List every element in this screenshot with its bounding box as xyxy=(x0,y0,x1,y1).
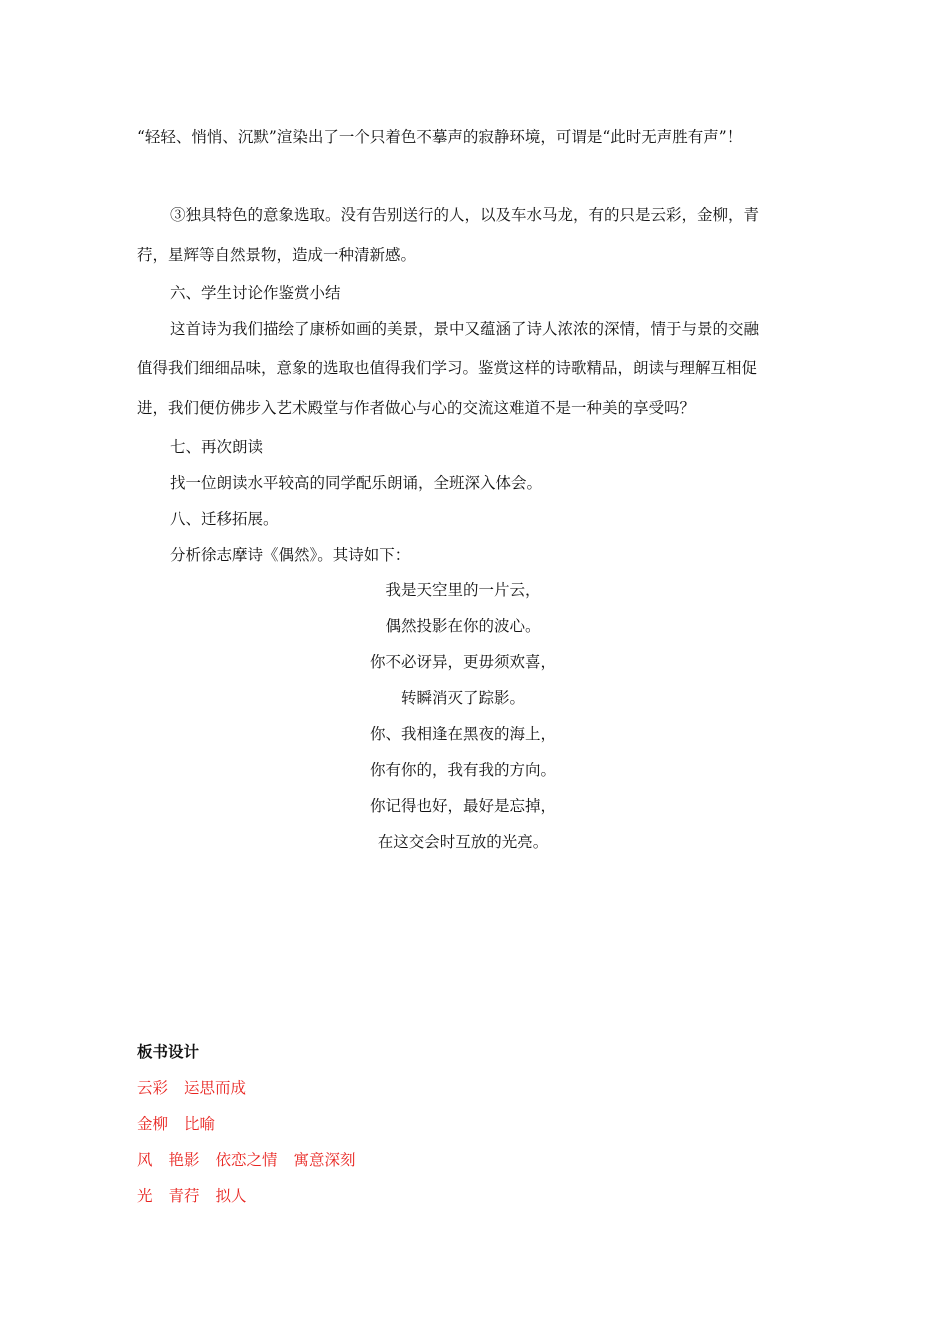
board-cell: 艳影 xyxy=(168,1151,200,1169)
board-cell: 光 xyxy=(137,1187,153,1205)
board-row xyxy=(137,1114,215,1134)
poem-line: 你记得也好，最好是忘掉， xyxy=(369,797,556,815)
board-cell: 比喻 xyxy=(184,1115,216,1133)
board-cell: 拟人 xyxy=(215,1187,247,1205)
section-heading-6: 六、学生讨论作鉴赏小结 xyxy=(170,284,341,302)
paragraph-imagery-line-1: ③独具特色的意象选取。没有告别送行的人，以及车水马龙，有的只是云彩，金柳，青 xyxy=(170,206,760,224)
paragraph-summary-line-1: 这首诗为我们描绘了康桥如画的美景，景中又蕴涵了诗人浓浓的深情，情于与景的交融 xyxy=(170,320,760,338)
poem-line: 你有你的，我有我的方向。 xyxy=(369,761,556,779)
board-cell: 风 xyxy=(137,1151,153,1169)
board-design-title: 板书设计 xyxy=(137,1043,200,1061)
poem-line: 偶然投影在你的波心。 xyxy=(385,617,541,635)
paragraph-silence: “轻轻、悄悄、沉默”渲染出了一个只着色不摹声的寂静环境，可谓是“此时无声胜有声”！ xyxy=(137,128,743,146)
paragraph-summary-line-2: 值得我们细细品味，意象的选取也值得我们学习。鉴赏这样的诗歌精品，朗读与理解互相促 xyxy=(137,359,758,377)
board-cell: 云彩 xyxy=(137,1079,169,1097)
poem-line: 在这交会时互放的光亮。 xyxy=(377,833,549,851)
poem-line: 转瞬消灭了踪影。 xyxy=(400,689,525,707)
paragraph-imagery-line-2: 荇，星辉等自然景物，造成一种清新感。 xyxy=(137,246,417,264)
paragraph-analysis: 分析徐志摩诗《偶然》。其诗如下： xyxy=(170,546,411,564)
poem-line: 你不必讶异，更毋须欢喜， xyxy=(369,653,556,671)
paragraph-reading: 找一位朗读水平较高的同学配乐朗诵，全班深入体会。 xyxy=(170,474,543,492)
poem-line: 你、我相逢在黑夜的海上， xyxy=(369,725,556,743)
board-row xyxy=(137,1186,247,1206)
board-row xyxy=(137,1078,246,1098)
section-heading-7: 七、再次朗读 xyxy=(170,438,264,456)
board-cell: 寓意深刻 xyxy=(293,1151,356,1169)
board-row xyxy=(137,1150,356,1170)
board-cell: 青荇 xyxy=(168,1187,200,1205)
board-cell: 金柳 xyxy=(137,1115,169,1133)
poem-line: 我是天空里的一片云， xyxy=(385,581,541,599)
section-heading-8: 八、迁移拓展。 xyxy=(170,510,279,528)
board-cell: 依恋之情 xyxy=(215,1151,278,1169)
paragraph-summary-line-3: 进，我们便仿佛步入艺术殿堂与作者做心与心的交流这难道不是一种美的享受吗？ xyxy=(137,399,696,417)
board-cell: 运思而成 xyxy=(184,1079,247,1097)
